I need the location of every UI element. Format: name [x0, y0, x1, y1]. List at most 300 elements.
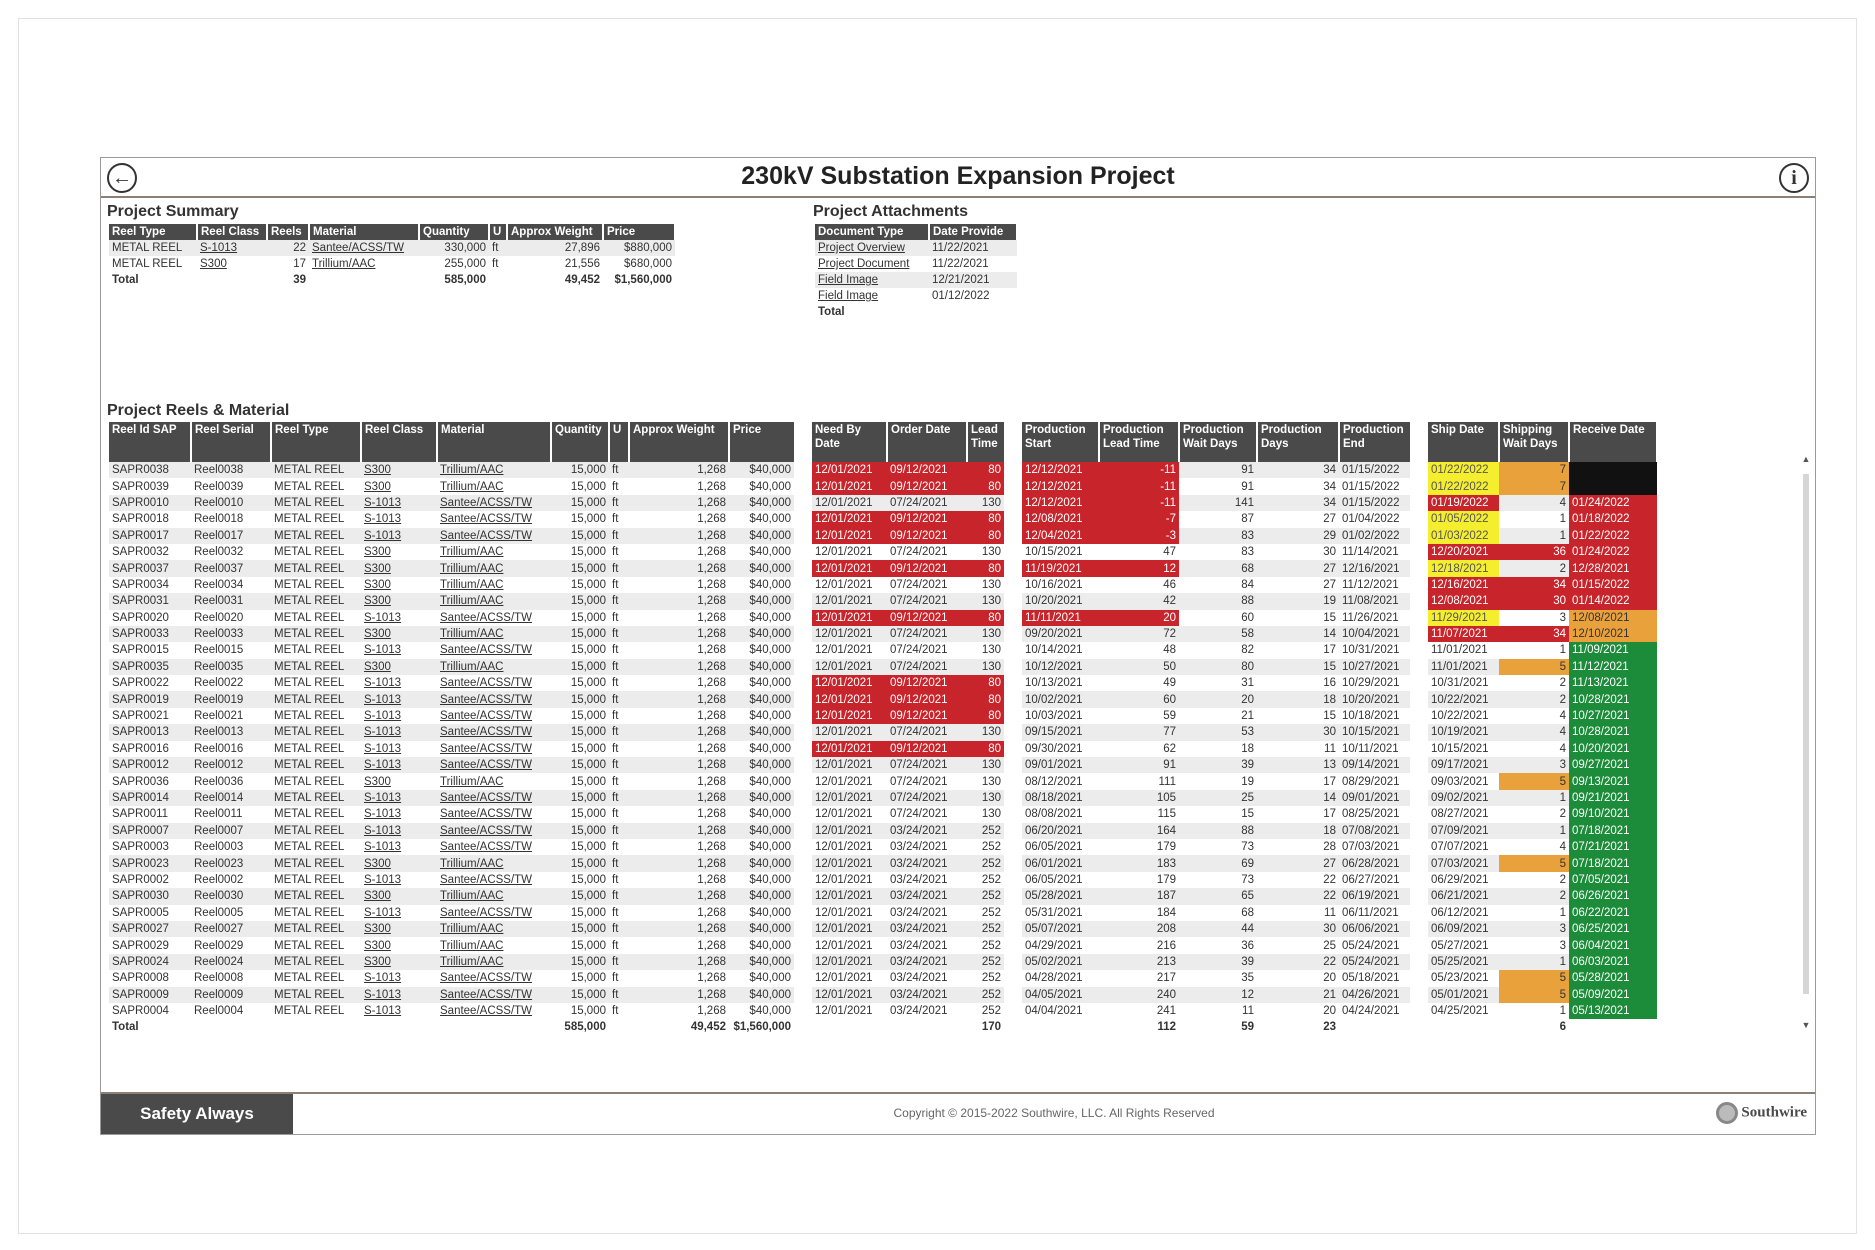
reels-cell[interactable]: Trillium/AAC: [437, 659, 551, 675]
reels-cell[interactable]: Santee/ACSS/TW: [437, 757, 551, 773]
reels-cell[interactable]: Trillium/AAC: [437, 888, 551, 904]
reels-cell: 2: [1499, 560, 1569, 576]
reels-cell[interactable]: Santee/ACSS/TW: [437, 823, 551, 839]
summary-cell: 330,000: [419, 240, 489, 256]
summary-cell[interactable]: Trillium/AAC: [312, 258, 376, 270]
reels-cell: 12/01/2021: [803, 659, 887, 675]
reels-cell[interactable]: S-1013: [364, 808, 402, 821]
reels-cell[interactable]: S300: [361, 921, 437, 937]
reels-cell: 72: [1099, 626, 1179, 642]
reels-cell: 17: [1323, 644, 1336, 657]
table-row: [109, 855, 1657, 871]
summary-col-header[interactable]: Reel Type: [109, 224, 197, 240]
reels-cell: 3: [1499, 921, 1569, 937]
reels-cell[interactable]: S-1013: [361, 691, 437, 707]
reels-cell: 15,000: [570, 775, 606, 788]
safety-banner: Safety Always: [101, 1094, 293, 1134]
reels-cell: 06/01/2021: [1013, 855, 1099, 871]
reels-cell: METAL REEL: [271, 691, 361, 707]
reels-cell[interactable]: Santee/ACSS/TW: [437, 528, 551, 544]
reels-cell: 11: [1324, 742, 1336, 755]
reels-cell: $40,000: [729, 790, 803, 806]
reels-cell: Reel0012: [191, 757, 271, 773]
reels-cell[interactable]: Santee/ACSS/TW: [440, 906, 533, 919]
reels-cell: -11: [1099, 462, 1179, 478]
reels-cell[interactable]: S300: [361, 626, 437, 642]
summary-col-header[interactable]: Reel Class: [197, 224, 267, 240]
reels-cell[interactable]: S300: [364, 578, 391, 591]
reels-cell[interactable]: Trillium/AAC: [437, 626, 551, 642]
reels-cell: 09/12/2021: [887, 708, 967, 724]
reels-cell[interactable]: S-1013: [364, 710, 402, 723]
reels-cell: 12/01/2021: [803, 691, 887, 707]
reels-cell: 15,000: [551, 921, 609, 937]
reels-cell: 27: [1323, 578, 1336, 591]
reels-cell: Reel0016: [194, 742, 244, 755]
summary-col-header[interactable]: Approx Weight: [507, 224, 603, 240]
table-row: [109, 839, 1657, 855]
reels-cell: Reel0017: [191, 528, 271, 544]
reels-cell[interactable]: S-1013: [364, 742, 402, 755]
reels-cell: 08/29/2021: [1339, 773, 1419, 789]
reels-cell: $40,000: [729, 724, 803, 740]
reels-cell[interactable]: Santee/ACSS/TW: [440, 808, 533, 821]
table-row: [109, 773, 1657, 789]
reels-cell: ft: [612, 939, 619, 952]
reels-cell[interactable]: Santee/ACSS/TW: [440, 710, 533, 723]
reels-cell: ft: [612, 611, 619, 624]
reels-cell: 2: [1559, 808, 1566, 821]
reels-cell: 06/26/2021: [1569, 888, 1657, 904]
reels-cell: 12/08/2021: [1013, 511, 1099, 527]
reels-cell[interactable]: Santee/ACSS/TW: [437, 987, 551, 1003]
reels-total-cell: [803, 1019, 887, 1035]
reels-cell[interactable]: S-1013: [361, 790, 437, 806]
reels-cell: $40,000: [729, 741, 803, 757]
reels-cell[interactable]: S-1013: [364, 677, 402, 690]
summary-total-cell: 39: [267, 272, 309, 288]
reels-cell[interactable]: Santee/ACSS/TW: [440, 677, 533, 690]
reels-cell: 15,000: [551, 954, 609, 970]
reels-total-cell: Total: [109, 1019, 191, 1035]
reels-cell: 11/01/2021: [1419, 659, 1499, 675]
reels-cell: $40,000: [729, 1003, 803, 1019]
reels-col-header[interactable]: Production Days: [1257, 422, 1339, 462]
summary-cell[interactable]: S-1013: [197, 240, 267, 256]
reels-cell: METAL REEL: [271, 790, 361, 806]
reels-cell[interactable]: Trillium/AAC: [440, 939, 504, 952]
reels-cell: 62: [1163, 742, 1176, 755]
reels-cell: SAPR0011: [112, 808, 169, 821]
reels-cell: METAL REEL: [271, 462, 361, 478]
reels-cell: Reel0034: [194, 578, 244, 591]
reels-cell: 1,268: [697, 546, 726, 559]
reels-cell: SAPR0034: [112, 578, 169, 591]
reels-col-header[interactable]: Need By Date: [803, 422, 887, 462]
attachment-date: 11/22/2021: [932, 258, 989, 270]
reels-cell: ft: [609, 888, 629, 904]
info-icon[interactable]: i: [1779, 163, 1809, 193]
reels-cell[interactable]: Trillium/AAC: [437, 462, 551, 478]
reels-cell: 1,268: [629, 987, 729, 1003]
reels-cell: 11/12/2021: [1569, 659, 1657, 675]
reels-cell: 07/08/2021: [1339, 823, 1419, 839]
reels-cell: 35: [1241, 972, 1254, 985]
summary-col-header[interactable]: Reels: [267, 224, 309, 240]
reels-cell[interactable]: S-1013: [364, 906, 402, 919]
reels-cell: 10/22/2021: [1419, 691, 1499, 707]
reels-cell: 18: [1257, 691, 1339, 707]
reels-cell[interactable]: Santee/ACSS/TW: [437, 724, 551, 740]
reels-cell: 1,268: [697, 841, 726, 854]
reels-cell[interactable]: Trillium/AAC: [437, 593, 551, 609]
reels-cell: 88: [1179, 823, 1257, 839]
reels-cell[interactable]: S300: [361, 593, 437, 609]
attachment-link[interactable]: Field Image: [818, 290, 879, 302]
reels-cell: SAPR0018: [112, 513, 169, 526]
reels-cell: ft: [609, 921, 629, 937]
reels-cell[interactable]: S300: [364, 546, 391, 559]
reels-cell[interactable]: Trillium/AAC: [437, 855, 551, 871]
reels-cell: Reel0020: [194, 611, 244, 624]
summary-header-row: [109, 224, 675, 240]
reels-cell[interactable]: Santee/ACSS/TW: [440, 841, 533, 854]
reels-cell: 12/01/2021: [815, 873, 873, 886]
reels-cell: $40,000: [729, 872, 803, 888]
reels-cell: -3: [1099, 528, 1179, 544]
reels-cell: ft: [612, 906, 619, 919]
summary-col-header[interactable]: Price: [603, 224, 675, 240]
brand-logo: [1716, 1102, 1807, 1124]
reels-cell: METAL REEL: [271, 560, 361, 576]
reels-cell[interactable]: Trillium/AAC: [437, 921, 551, 937]
reels-cell: 252: [967, 872, 1013, 888]
reels-cell[interactable]: Santee/ACSS/TW: [440, 644, 533, 657]
reels-cell: 15,000: [570, 1005, 606, 1018]
reels-cell: 1,268: [697, 480, 726, 493]
reels-col-header[interactable]: U: [609, 422, 629, 462]
summary-total-cell: 49,452: [507, 272, 603, 288]
reels-col-header[interactable]: Order Date: [887, 422, 967, 462]
reels-cell: 184: [1156, 906, 1176, 919]
reels-cell: 15: [1257, 659, 1339, 675]
attachment-link[interactable]: Field Image: [815, 272, 929, 288]
reels-cell: ft: [609, 626, 629, 642]
reels-cell: ft: [612, 644, 619, 657]
reels-cell: SAPR0031: [109, 593, 191, 609]
reels-col-header[interactable]: Production Lead Time: [1099, 422, 1179, 462]
reels-cell: 17: [1323, 775, 1336, 788]
reels-cell[interactable]: S-1013: [361, 987, 437, 1003]
reels-cell: 1: [1499, 823, 1569, 839]
reels-cell: 80: [967, 708, 1013, 724]
reels-cell: 10/27/2021: [1569, 708, 1657, 724]
reels-cell: -11: [1099, 478, 1179, 494]
reels-cell: 05/27/2021: [1431, 939, 1489, 952]
reels-cell: 05/25/2021: [1419, 954, 1499, 970]
reels-cell[interactable]: S300: [361, 888, 437, 904]
reels-cell: 12/01/2021: [815, 841, 873, 854]
reels-cell: 130: [967, 757, 1013, 773]
reels-cell: 07/24/2021: [890, 546, 948, 559]
reels-cell: 1,268: [629, 593, 729, 609]
reels-cell: 1,268: [629, 560, 729, 576]
reels-cell: METAL REEL: [274, 841, 345, 854]
reels-cell[interactable]: S300: [364, 939, 391, 952]
reels-cell[interactable]: Santee/ACSS/TW: [437, 790, 551, 806]
reels-col-header[interactable]: Reel Serial: [191, 422, 271, 462]
reels-cell: 12/01/2021: [803, 593, 887, 609]
reels-col-header[interactable]: Ship Date: [1419, 422, 1499, 462]
reels-cell[interactable]: S-1013: [361, 495, 437, 511]
reels-cell: 83: [1241, 546, 1254, 559]
reels-cell[interactable]: Trillium/AAC: [437, 954, 551, 970]
reels-cell: $40,000: [729, 970, 803, 986]
reels-cell: 179: [1156, 873, 1176, 886]
reels-cell: 10/20/2021: [1013, 593, 1099, 609]
reels-cell[interactable]: Santee/ACSS/TW: [440, 513, 533, 526]
reels-cell: $40,000: [729, 757, 803, 773]
reels-cell: 20: [1323, 972, 1336, 985]
reels-cell: SAPR0003: [112, 841, 169, 854]
reels-cell[interactable]: Santee/ACSS/TW: [440, 972, 533, 985]
attachments-title: Project Attachments: [813, 203, 968, 220]
summary-col-header[interactable]: Material: [309, 224, 419, 240]
summary-cell: METAL REEL: [109, 240, 197, 256]
reels-col-header[interactable]: Price: [729, 422, 803, 462]
summary-cell: ft: [492, 258, 499, 270]
reels-cell[interactable]: Trillium/AAC: [440, 578, 504, 591]
reels-col-header[interactable]: Reel Class: [361, 422, 437, 462]
reels-col-header[interactable]: Approx Weight: [629, 422, 729, 462]
reels-cell: 15,000: [551, 855, 609, 871]
reels-cell: 06/27/2021: [1339, 872, 1419, 888]
reels-cell: ft: [612, 742, 619, 755]
reels-cell: METAL REEL: [274, 611, 345, 624]
reels-title: Project Reels & Material: [107, 402, 290, 419]
reels-cell[interactable]: Santee/ACSS/TW: [440, 742, 533, 755]
reels-cell[interactable]: Trillium/AAC: [437, 560, 551, 576]
reels-cell: 7: [1499, 462, 1569, 478]
reels-cell: 10/18/2021: [1339, 708, 1419, 724]
table-row: [109, 757, 1657, 773]
table-row: [109, 593, 1657, 609]
reels-cell: SAPR0019: [109, 691, 191, 707]
attachment-link[interactable]: Project Document: [818, 258, 910, 270]
reels-cell: 12/01/2021: [815, 546, 873, 559]
reels-cell[interactable]: S-1013: [361, 757, 437, 773]
reels-cell: 34: [1499, 577, 1569, 593]
reels-cell[interactable]: S-1013: [364, 611, 402, 624]
reels-cell: 12/01/2021: [803, 626, 887, 642]
reels-cell[interactable]: S-1013: [364, 841, 402, 854]
reels-cell: ft: [612, 513, 619, 526]
reels-cell: 22: [1323, 873, 1336, 886]
reels-col-header[interactable]: Shipping Wait Days: [1499, 422, 1569, 462]
reels-cell: 08/25/2021: [1339, 806, 1419, 822]
summary-col-header[interactable]: U: [489, 224, 507, 240]
reels-cell[interactable]: S-1013: [364, 972, 402, 985]
attachments-table: [815, 224, 1018, 320]
reels-cell: 20: [1179, 691, 1257, 707]
reels-cell: 12/01/2021: [815, 1005, 873, 1018]
summary-total-cell: [309, 272, 419, 288]
reels-cell: 80: [967, 691, 1013, 707]
reels-cell: 4: [1559, 841, 1566, 854]
table-scrollbar[interactable]: [1801, 454, 1811, 1030]
reels-total-cell: [1339, 1019, 1419, 1035]
reels-cell: 27: [1323, 513, 1336, 526]
reels-cell: 80: [967, 511, 1013, 527]
summary-cell: 22: [267, 240, 309, 256]
reels-total-cell: [1419, 1019, 1499, 1035]
reels-cell: 07/07/2021: [1431, 841, 1489, 854]
table-row: [109, 970, 1657, 986]
reels-cell: 01/19/2022: [1419, 495, 1499, 511]
reels-col-header[interactable]: Quantity: [551, 422, 609, 462]
reels-cell[interactable]: Trillium/AAC: [440, 775, 504, 788]
reels-cell[interactable]: S300: [364, 480, 391, 493]
reels-cell: $40,000: [729, 544, 803, 560]
reels-cell[interactable]: S300: [361, 855, 437, 871]
reels-cell[interactable]: S-1013: [364, 513, 402, 526]
reels-cell: 10/03/2021: [1025, 710, 1083, 723]
reels-cell: 12/01/2021: [815, 644, 873, 657]
reels-cell[interactable]: S-1013: [361, 528, 437, 544]
reels-cell: 34: [1257, 462, 1339, 478]
attachments-col-header[interactable]: Date Provide: [929, 224, 1017, 240]
reels-cell: $40,000: [729, 855, 803, 871]
reels-cell[interactable]: S300: [361, 462, 437, 478]
reels-cell[interactable]: S300: [364, 775, 391, 788]
reels-cell[interactable]: S300: [361, 954, 437, 970]
reels-cell: 80: [967, 462, 1013, 478]
summary-cell[interactable]: S300: [200, 258, 227, 270]
scroll-thumb[interactable]: [1803, 474, 1809, 994]
reels-cell: $40,000: [729, 478, 803, 494]
reels-cell: -7: [1099, 511, 1179, 527]
reels-col-header[interactable]: Production End: [1339, 422, 1419, 462]
reels-cell[interactable]: Santee/ACSS/TW: [440, 873, 533, 886]
reels-cell[interactable]: S300: [361, 560, 437, 576]
reels-cell: 241: [1156, 1005, 1176, 1018]
reels-cell: 73: [1241, 841, 1254, 854]
reels-cell[interactable]: Santee/ACSS/TW: [440, 1005, 533, 1018]
reels-cell: 252: [967, 839, 1013, 855]
summary-cell: 17: [293, 258, 306, 270]
reels-cell: 12/01/2021: [803, 823, 887, 839]
reels-cell: SAPR0038: [109, 462, 191, 478]
reels-cell: Reel0030: [191, 888, 271, 904]
reels-cell[interactable]: S-1013: [364, 1005, 402, 1018]
reels-cell[interactable]: Santee/ACSS/TW: [437, 495, 551, 511]
reels-cell: $40,000: [729, 642, 803, 658]
reels-cell: 10/12/2021: [1013, 659, 1099, 675]
reels-total-cell: 49,452: [629, 1019, 729, 1035]
reels-total-cell: [361, 1019, 437, 1035]
reels-cell: 06/12/2021: [1431, 906, 1489, 919]
reels-col-header[interactable]: Reel Type: [271, 422, 361, 462]
reels-cell: SAPR0008: [112, 972, 169, 985]
summary-col-header[interactable]: Quantity: [419, 224, 489, 240]
attachment-row: [815, 272, 1017, 288]
reels-col-header[interactable]: Reel Id SAP: [109, 422, 191, 462]
reels-cell: 09/12/2021: [887, 478, 967, 494]
table-row: [109, 888, 1657, 904]
reels-cell: 10/20/2021: [1569, 741, 1657, 757]
reels-cell: 3: [1559, 611, 1566, 624]
reels-cell: Reel0029: [194, 939, 244, 952]
reels-cell: 30: [1257, 724, 1339, 740]
table-row: [109, 1003, 1657, 1019]
reels-cell: 252: [967, 970, 1013, 986]
reels-cell: 164: [1099, 823, 1179, 839]
reels-cell: 15: [1323, 710, 1336, 723]
table-row: [109, 806, 1657, 822]
reels-cell: METAL REEL: [274, 578, 345, 591]
reels-cell[interactable]: S300: [361, 659, 437, 675]
reels-col-header[interactable]: Receive Date: [1569, 422, 1657, 462]
reels-cell: SAPR0015: [112, 644, 169, 657]
reels-cell: METAL REEL: [274, 873, 345, 886]
reels-cell[interactable]: S-1013: [361, 823, 437, 839]
table-row: [109, 544, 1657, 560]
reels-cell: SAPR0023: [109, 855, 191, 871]
attachment-link[interactable]: Project Overview: [815, 240, 929, 256]
reels-cell: 1,268: [697, 873, 726, 886]
reels-cell: 15,000: [570, 972, 606, 985]
reels-cell: 05/24/2021: [1339, 954, 1419, 970]
reels-cell[interactable]: Trillium/AAC: [440, 480, 504, 493]
report-canvas: [100, 157, 1816, 1135]
summary-cell[interactable]: Santee/ACSS/TW: [309, 240, 419, 256]
reels-col-header[interactable]: Lead Time: [967, 422, 1013, 462]
reels-cell: 01/22/2022: [1419, 462, 1499, 478]
scroll-up-icon[interactable]: ▲: [1801, 454, 1811, 464]
reels-cell[interactable]: Trillium/AAC: [440, 546, 504, 559]
reels-cell: 252: [967, 937, 1013, 953]
reels-cell: 15,000: [570, 480, 606, 493]
reels-cell: 03/24/2021: [890, 906, 948, 919]
reels-cell[interactable]: Santee/ACSS/TW: [437, 691, 551, 707]
reels-col-header[interactable]: Production Wait Days: [1179, 422, 1257, 462]
back-arrow-icon[interactable]: ←: [107, 163, 137, 193]
reels-cell[interactable]: S-1013: [364, 873, 402, 886]
reels-cell: 217: [1156, 972, 1176, 985]
reels-cell[interactable]: S-1013: [364, 644, 402, 657]
reels-total-cell: 112: [1099, 1019, 1179, 1035]
page-title: 230kV Substation Expansion Project: [741, 162, 1175, 190]
reels-cell[interactable]: Santee/ACSS/TW: [440, 611, 533, 624]
reels-cell: 11/09/2021: [1569, 642, 1657, 658]
reels-cell[interactable]: S-1013: [361, 724, 437, 740]
reels-col-header[interactable]: Material: [437, 422, 551, 462]
brand-name: Southwire: [1741, 1104, 1807, 1121]
reels-cell: 11/07/2021: [1419, 626, 1499, 642]
table-row: [109, 741, 1657, 757]
reels-cell: 05/13/2021: [1569, 1003, 1657, 1019]
reels-cell: 11/29/2021: [1419, 610, 1499, 626]
reels-cell: Reel0036: [194, 775, 244, 788]
reels-cell: 53: [1179, 724, 1257, 740]
attachments-col-header[interactable]: Document Type: [815, 224, 929, 240]
reels-col-header[interactable]: Production Start: [1013, 422, 1099, 462]
reels-cell: 30: [1257, 921, 1339, 937]
reels-cell: 07/24/2021: [887, 593, 967, 609]
reels-cell: 12/01/2021: [803, 741, 887, 757]
scroll-down-icon[interactable]: ▼: [1801, 1020, 1811, 1030]
reels-cell: 07/18/2021: [1569, 823, 1657, 839]
